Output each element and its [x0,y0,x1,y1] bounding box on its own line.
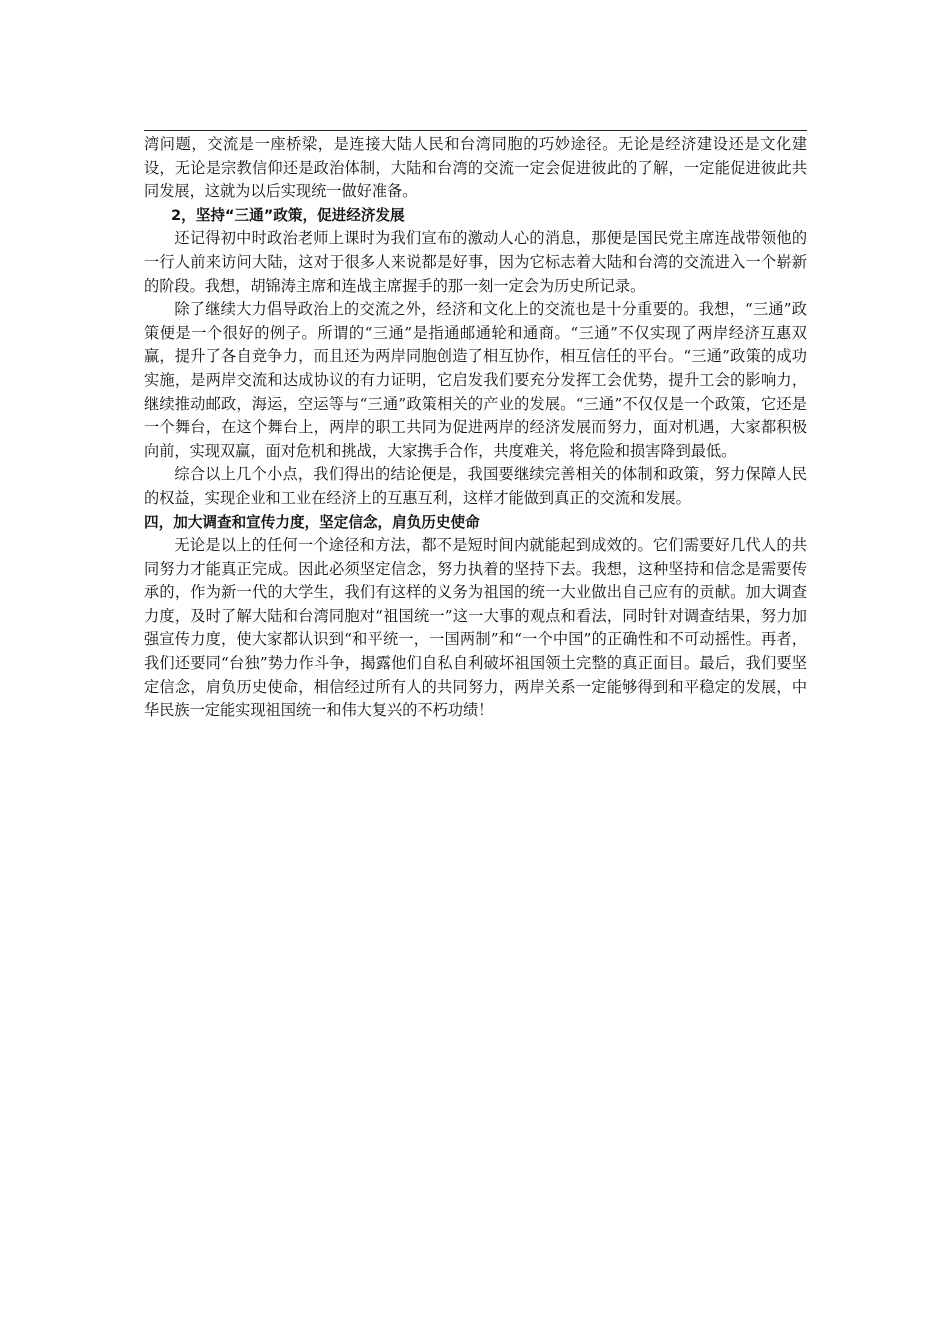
paragraph-4: 无论是以上的任何一个途径和方法，都不是短时间内就能起到成效的。它们需要好几代人的共同努力才能真正完成。因此必须坚定信念，努力执着的坚持下去。我想，这种坚持和信念是需要传承的，作为新一代的大学生，我们有这样的义务为祖国的统一大业做出自己应有的贡献。加大调查力度，及时了解大陆和台湾同胞对“祖国统一”这一大事的观点和看法，同时针对调查结果，努力加强宣传力度，使大家都认识到“和平统一，一国两制”和“一个中国”的正确性和不可动摇性。再者，我们还要同“台独”势力作斗争，揭露他们自私自利破坏祖国领土完整的真正面目。最后，我们要坚定信念，肩负历史使命，相信经过所有人的共同努力，两岸关系一定能够得到和平稳定的发展，中华民族一定能实现祖国统一和伟大复兴的不朽功绩！ [144,536,807,720]
document-body [144,133,807,723]
subheading-2: 2，坚持“三通”政策，促进经济发展 [171,206,405,224]
header-rule [144,130,807,131]
section-heading-4: 四，加大调查和宣传力度，坚定信念，肩负历史使命 [144,513,480,531]
continuation-paragraph: 湾问题，交流是一座桥梁，是连接大陆人民和台湾同胞的巧妙途径。无论是经济建设还是文化建设，无论是宗教信仰还是政治体制，大陆和台湾的交流一定会促进彼此的了解，一定能促进彼此共同发展，这就为以后实现统一做好准备。 [144,135,807,201]
paragraph-3: 综合以上几个小点，我们得出的结论便是，我国要继续完善相关的体制和政策，努力保障人民的权益，实现企业和工业在经济上的互惠互利，这样才能做到真正的交流和发展。 [144,465,807,507]
paragraph-2: 除了继续大力倡导政治上的交流之外，经济和文化上的交流也是十分重要的。我想，“三通”政策便是一个很好的例子。所谓的“三通”是指通邮通轮和通商。“三通”不仅实现了两岸经济互惠双赢，提升了各自竞争力，而且还为两岸同胞创造了相互协作，相互信任的平台。“三通”政策的成功实施，是两岸交流和达成协议的有力证明，它启发我们要充分发挥工会优势，提升工会的影响力，继续推动邮政，海运，空运等与“三通”政策相关的产业的发展。“三通”不仅仅是一个政策，它还是一个舞台，在这个舞台上，两岸的职工共同为促进两岸的经济发展而努力，面对机遇，大家都积极向前，实现双赢，面对危机和挑战，大家携手合作，共度难关，将危险和损害降到最低。 [144,300,807,460]
paragraph-1: 还记得初中时政治老师上课时为我们宣布的激动人心的消息，那便是国民党主席连战带领他的一行人前来访问大陆，这对于很多人来说都是好事，因为它标志着大陆和台湾的交流进入一个崭新的阶段。我想，胡锦涛主席和连战主席握手的那一刻一定会为历史所记录。 [144,229,807,295]
